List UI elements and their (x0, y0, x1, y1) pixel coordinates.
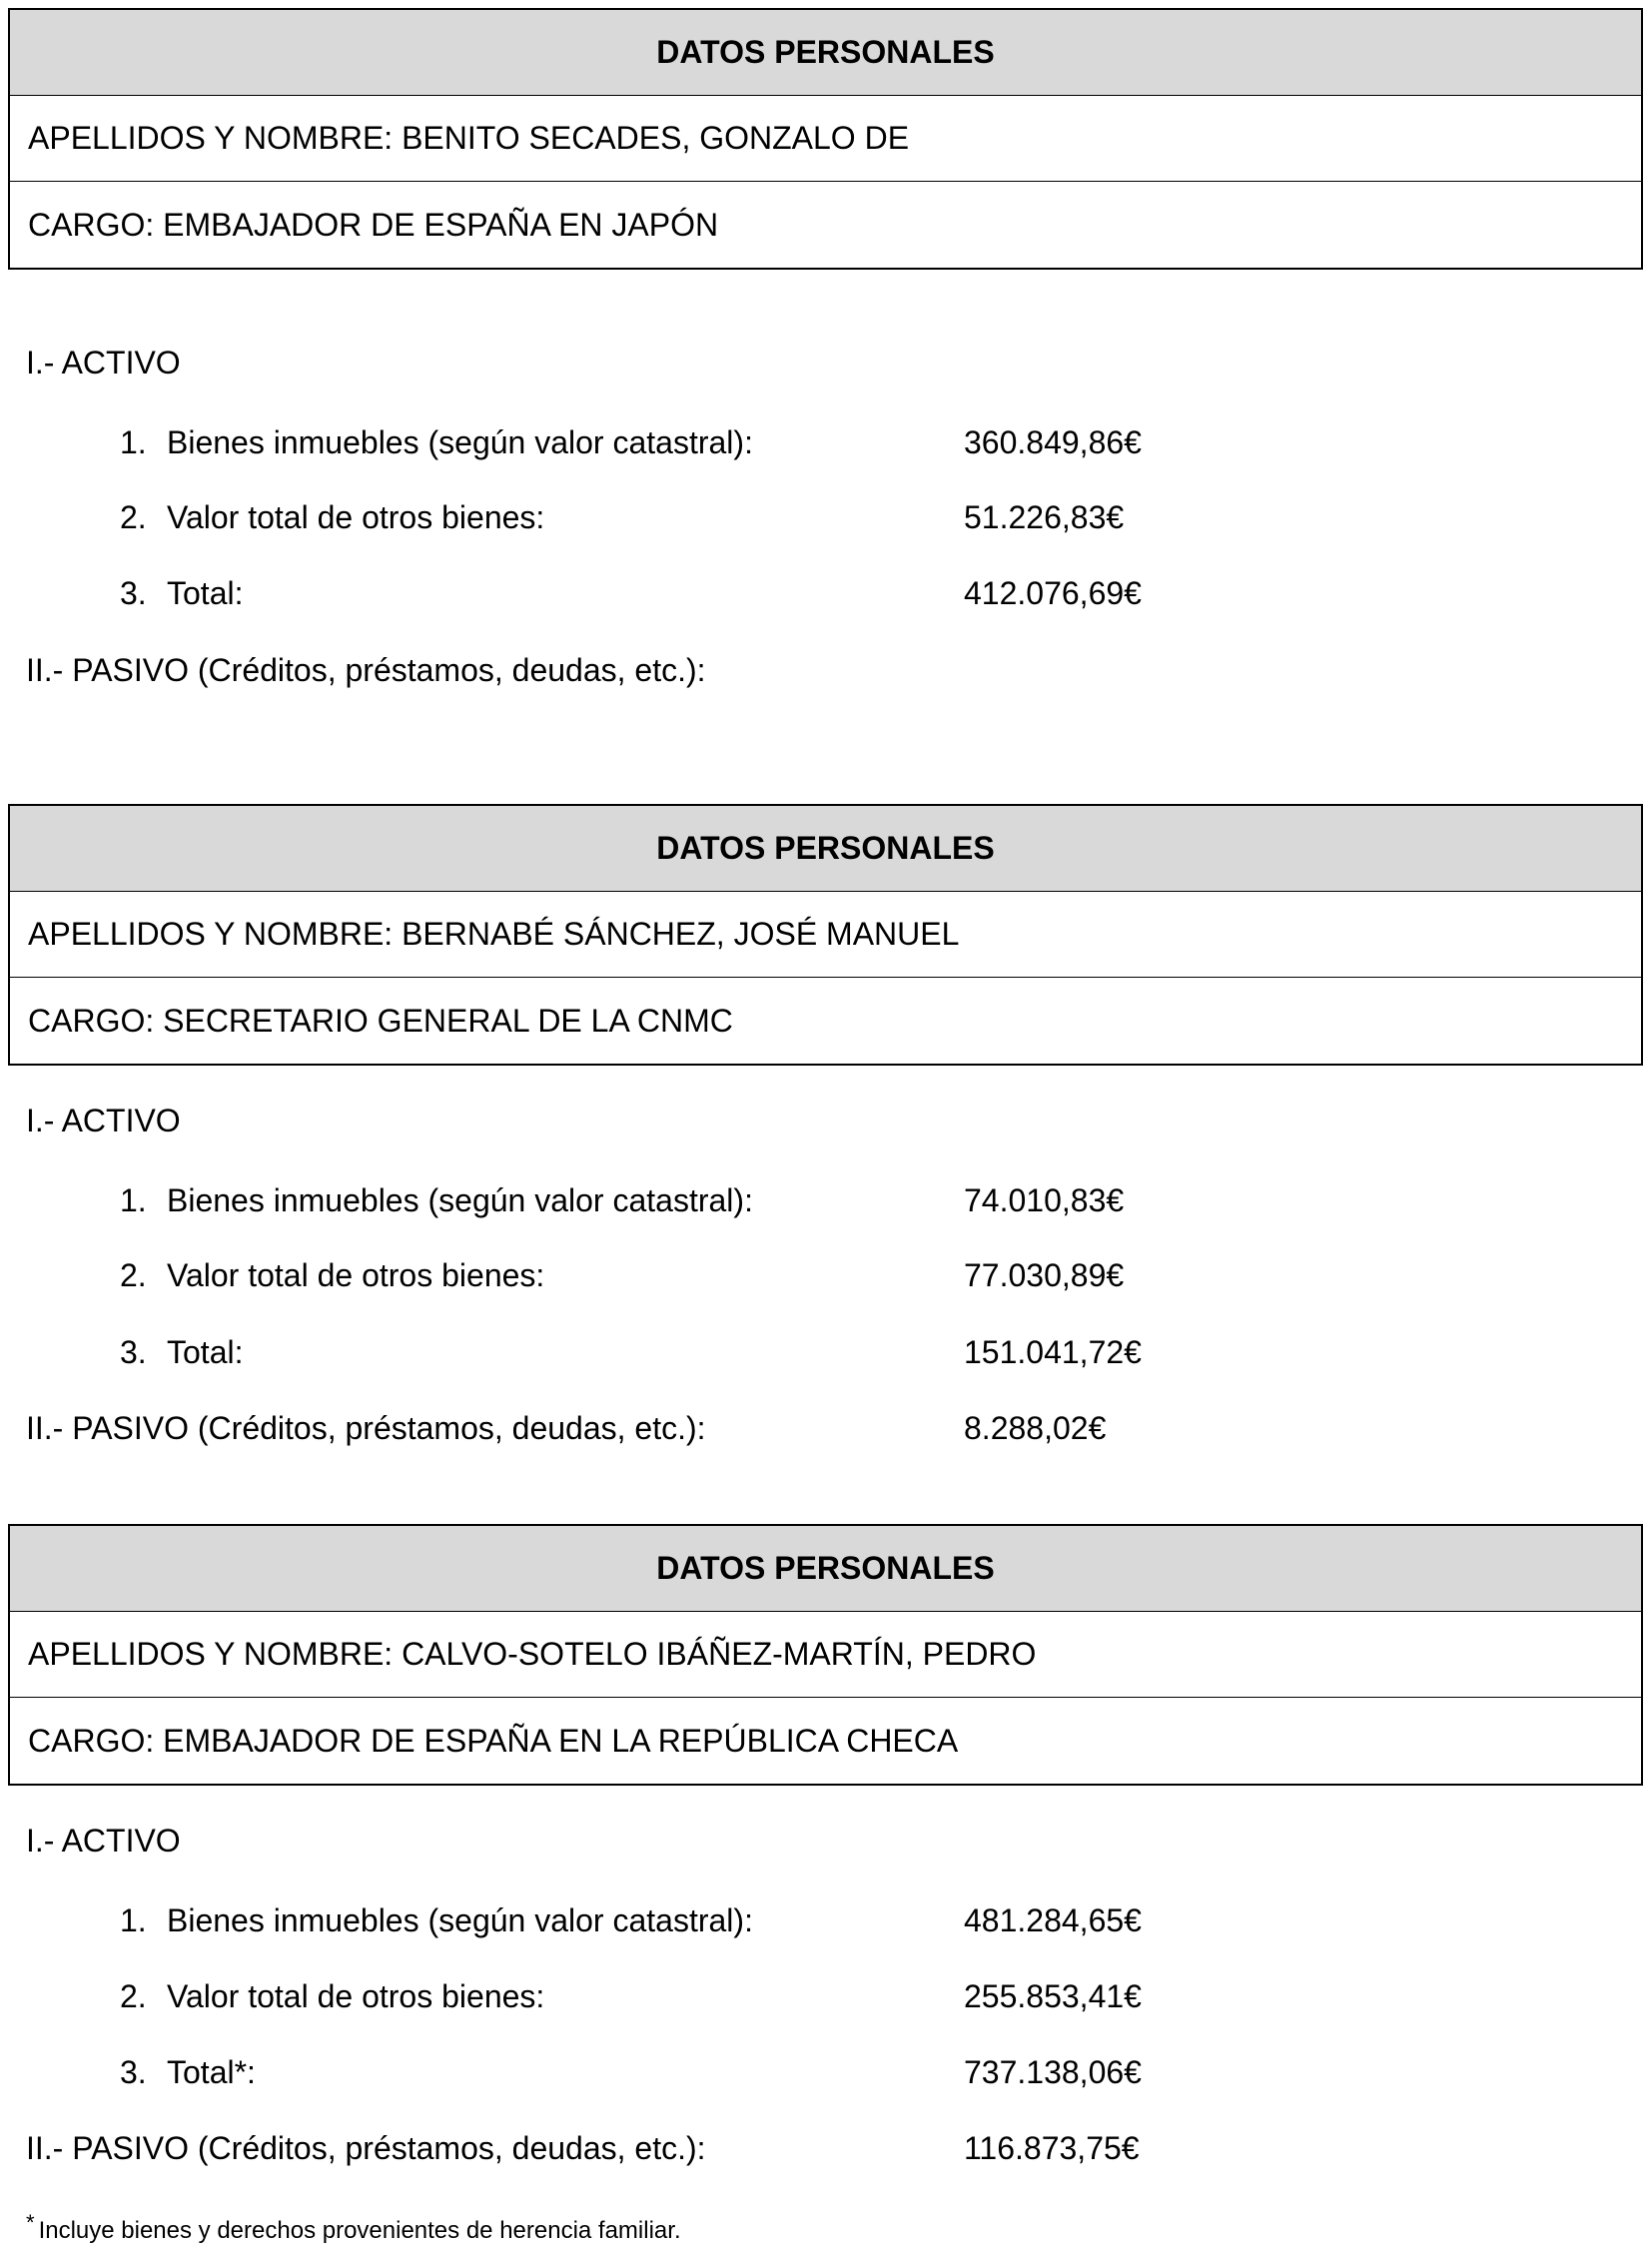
liabilities-section-label: II.- PASIVO (Créditos, préstamos, deudas, etc.): (26, 2130, 706, 2166)
asset-item-label: Valor total de otros bienes: (167, 1257, 545, 1293)
asset-item-number: 2. (120, 499, 147, 535)
asset-item-value: 74.010,83€ (964, 1182, 1125, 1218)
asset-item-value: 412.076,69€ (964, 575, 1142, 611)
asset-item-label: Bienes inmuebles (según valor catastral): (167, 1902, 753, 1938)
asset-item-label: Total: (167, 575, 244, 611)
asset-item-label: Total*: (167, 2054, 256, 2090)
footnote-marker: * (26, 2210, 35, 2235)
asset-item-number: 3. (120, 575, 147, 611)
position-field: CARGO: EMBAJADOR DE ESPAÑA EN LA REPÚBLICA CHECA (28, 1722, 959, 1759)
position-field: CARGO: SECRETARIO GENERAL DE LA CNMC (28, 1002, 733, 1039)
name-field: APELLIDOS Y NOMBRE: CALVO-SOTELO IBÁÑEZ-MARTÍN, PEDRO (10, 1612, 1641, 1698)
asset-item-label: Total: (167, 1334, 244, 1370)
asset-item-value: 360.849,86€ (964, 424, 1142, 460)
asset-item-number: 3. (120, 1334, 147, 1370)
asset-item-number: 2. (120, 1978, 147, 2014)
asset-item-number: 2. (120, 1257, 147, 1293)
name-field: APELLIDOS Y NOMBRE: BERNABÉ SÁNCHEZ, JOSÉ MANUEL (10, 892, 1641, 978)
asset-item-value: 51.226,83€ (964, 499, 1125, 535)
personal-data-box (8, 804, 1643, 1066)
liabilities-value: 116.873,75€ (964, 2130, 1140, 2166)
asset-item-value: 151.041,72€ (964, 1334, 1142, 1370)
asset-item-label: Valor total de otros bienes: (167, 499, 545, 535)
footnote (26, 2208, 681, 2246)
personal-data-box (8, 1524, 1643, 1786)
name-field: APELLIDOS Y NOMBRE: BENITO SECADES, GONZALO DE (10, 96, 1641, 182)
asset-item-label: Valor total de otros bienes: (167, 1978, 545, 2014)
asset-item-value: 77.030,89€ (964, 1257, 1125, 1293)
asset-item-value: 481.284,65€ (964, 1902, 1142, 1938)
assets-section-label: I.- ACTIVO (26, 345, 181, 380)
asset-item-number: 1. (120, 1902, 147, 1938)
personal-data-header: DATOS PERSONALES (10, 806, 1641, 892)
asset-item-label: Bienes inmuebles (según valor catastral): (167, 1182, 753, 1218)
personal-data-box (8, 8, 1643, 270)
asset-item-number: 1. (120, 424, 147, 460)
liabilities-section-label: II.- PASIVO (Créditos, préstamos, deudas, etc.): (26, 1410, 706, 1446)
asset-item-number: 3. (120, 2054, 147, 2090)
asset-item-number: 1. (120, 1182, 147, 1218)
personal-data-header: DATOS PERSONALES (10, 10, 1641, 96)
personal-data-header: DATOS PERSONALES (10, 1526, 1641, 1612)
assets-section-label: I.- ACTIVO (26, 1103, 181, 1138)
asset-item-value: 255.853,41€ (964, 1978, 1142, 2014)
position-field: CARGO: EMBAJADOR DE ESPAÑA EN JAPÓN (28, 206, 719, 243)
assets-section-label: I.- ACTIVO (26, 1823, 181, 1859)
footnote-text: Incluye bienes y derechos provenientes de herencia familiar. (38, 2217, 681, 2244)
asset-item-value: 737.138,06€ (964, 2054, 1142, 2090)
asset-item-label: Bienes inmuebles (según valor catastral): (167, 424, 753, 460)
liabilities-value: 8.288,02€ (964, 1410, 1107, 1446)
liabilities-section-label: II.- PASIVO (Créditos, préstamos, deudas, etc.): (26, 652, 706, 688)
